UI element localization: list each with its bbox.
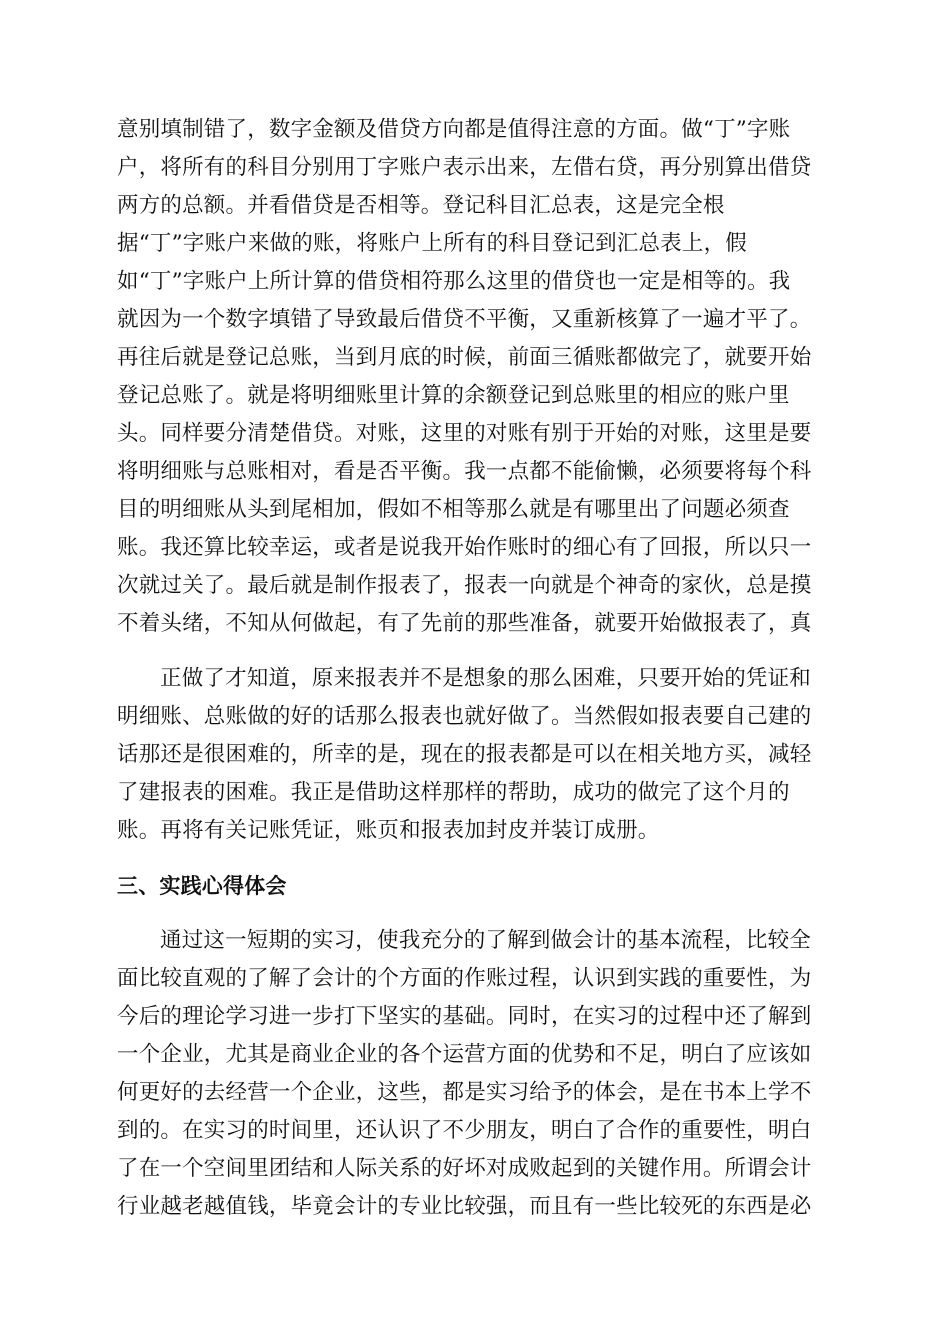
text-line: 账。我还算比较幸运，或者是说我开始作账时的细心有了回报，所以只一 — [117, 535, 812, 560]
text-line: 到的。在实习的时间里，还认识了不少朋友，明白了合作的重要性，明白 — [117, 1118, 812, 1143]
text-line: 话那还是很困难的，所幸的是，现在的报表都是可以在相关地方买，减轻 — [117, 742, 812, 767]
text-line: 将明细账与总账相对，看是否平衡。我一点都不能偷懒，必须要将每个科 — [117, 459, 812, 484]
section-heading: 三、实践心得体会 — [117, 874, 287, 898]
text-line: 次就过关了。最后就是制作报表了，报表一向就是个神奇的家伙，总是摸 — [117, 573, 812, 598]
text-line: 通过这一短期的实习，使我充分的了解到做会计的基本流程，比较全 — [160, 928, 812, 953]
text-line: 了在一个空间里团结和人际关系的好坏对成败起到的关键作用。所谓会计 — [117, 1156, 812, 1181]
text-line: 不着头绪，不知从何做起，有了先前的那些准备，就要开始做报表了，真 — [117, 611, 812, 636]
text-line: 如“丁”字账户上所计算的借贷相符那么这里的借贷也一定是相等的。我 — [117, 269, 791, 294]
text-line: 了建报表的困难。我正是借助这样那样的帮助，成功的做完了这个月的 — [117, 780, 790, 805]
text-line: 意别填制错了，数字金额及借贷方向都是值得注意的方面。做“丁”字账 — [117, 117, 791, 142]
text-line: 登记总账了。就是将明细账里计算的余额登记到总账里的相应的账户里 — [117, 383, 790, 408]
text-line: 明细账、总账做的好的话那么报表也就好做了。当然假如报表要自己建的 — [117, 704, 812, 729]
text-line: 面比较直观的了解了会计的个方面的作账过程，认识到实践的重要性，为 — [117, 966, 812, 991]
text-line: 户，将所有的科目分别用丁字账户表示出来，左借右贷，再分别算出借贷 — [117, 155, 812, 180]
text-line: 账。再将有关记账凭证，账页和报表加封皮并装订成册。 — [117, 818, 660, 843]
text-line: 行业越老越值钱，毕竟会计的专业比较强，而且有一些比较死的东西是必 — [117, 1194, 812, 1219]
text-line: 据“丁”字账户来做的账，将账户上所有的科目登记到汇总表上，假 — [117, 231, 747, 256]
text-line: 一个企业，尤其是商业企业的各个运营方面的优势和不足，明白了应该如 — [117, 1042, 812, 1067]
text-line: 今后的理论学习进一步打下坚实的基础。同时，在实习的过程中还了解到 — [117, 1004, 812, 1029]
text-line: 再往后就是登记总账，当到月底的时候，前面三循账都做完了，就要开始 — [117, 345, 812, 370]
text-line: 头。同样要分清楚借贷。对账，这里的对账有别于开始的对账，这里是要 — [117, 421, 812, 446]
text-line: 正做了才知道，原来报表并不是想象的那么困难，只要开始的凭证和 — [160, 666, 812, 691]
text-line: 何更好的去经营一个企业，这些，都是实习给予的体会，是在书本上学不 — [117, 1080, 812, 1105]
text-line: 目的明细账从头到尾相加，假如不相等那么就是有哪里出了问题必须查 — [117, 497, 790, 522]
text-line: 就因为一个数字填错了导致最后借贷不平衡，又重新核算了一遍才平了。 — [117, 307, 812, 332]
text-line: 两方的总额。并看借贷是否相等。登记科目汇总表，这是完全根 — [117, 193, 725, 218]
